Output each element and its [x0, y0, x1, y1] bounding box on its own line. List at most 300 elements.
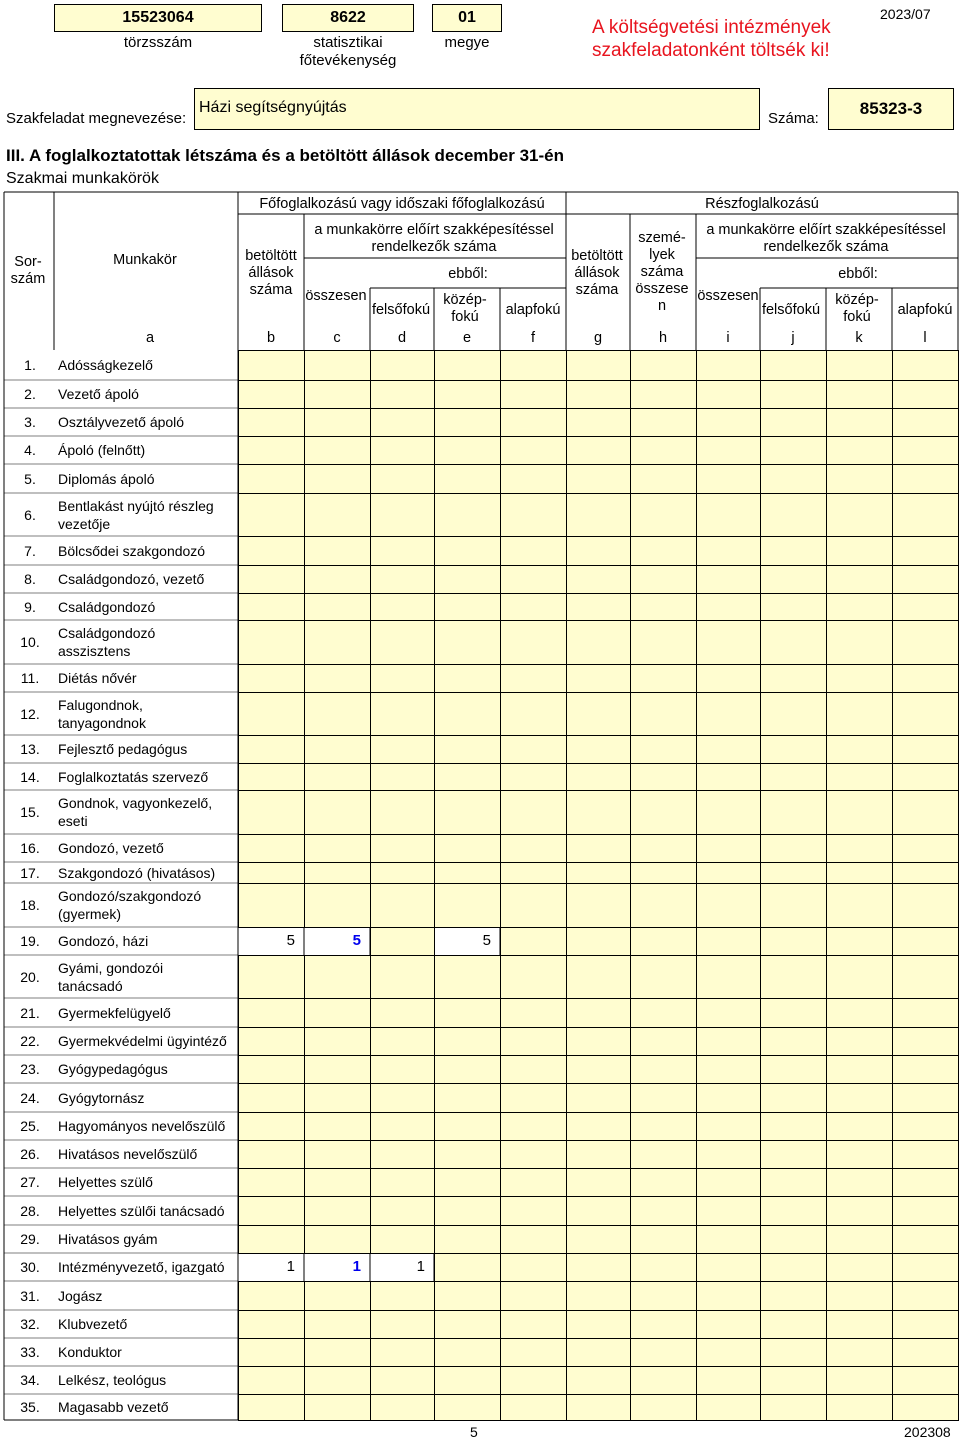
cell-f[interactable]: [500, 1112, 567, 1141]
cell-d[interactable]: [370, 790, 435, 835]
cell-k[interactable]: [826, 620, 893, 665]
cell-c[interactable]: [304, 1140, 371, 1169]
cell-l[interactable]: [892, 1394, 959, 1421]
cell-g[interactable]: [566, 1366, 631, 1395]
cell-f[interactable]: [500, 1394, 567, 1421]
cell-c[interactable]: [304, 735, 371, 764]
cell-k[interactable]: [826, 735, 893, 764]
cell-d[interactable]: [370, 493, 435, 537]
cell-i[interactable]: [696, 1394, 761, 1421]
cell-h[interactable]: [630, 1027, 697, 1056]
cell-g[interactable]: [566, 692, 631, 736]
cell-g[interactable]: [566, 1253, 631, 1282]
cell-i[interactable]: [696, 735, 761, 764]
cell-c[interactable]: [304, 436, 371, 465]
cell-g[interactable]: [566, 1027, 631, 1056]
cell-g[interactable]: [566, 927, 631, 956]
cell-c[interactable]: [304, 408, 371, 437]
cell-d[interactable]: [370, 735, 435, 764]
cell-e[interactable]: [434, 1140, 501, 1169]
cell-d[interactable]: [370, 763, 435, 791]
cell-e[interactable]: [434, 1196, 501, 1226]
cell-g[interactable]: [566, 1310, 631, 1339]
cell-e[interactable]: [434, 1112, 501, 1141]
cell-c[interactable]: [304, 1310, 371, 1339]
cell-c[interactable]: [304, 565, 371, 594]
cell-b[interactable]: [238, 735, 305, 764]
cell-d[interactable]: [370, 664, 435, 693]
cell-d[interactable]: [370, 927, 435, 956]
cell-f[interactable]: [500, 1366, 567, 1395]
cell-h[interactable]: [630, 692, 697, 736]
cell-c[interactable]: [304, 1055, 371, 1084]
cell-f[interactable]: [500, 464, 567, 494]
cell-f[interactable]: [500, 790, 567, 835]
cell-g[interactable]: [566, 1168, 631, 1197]
cell-j[interactable]: [760, 735, 827, 764]
cell-b[interactable]: [238, 493, 305, 537]
cell-h[interactable]: [630, 790, 697, 835]
cell-f[interactable]: [500, 862, 567, 884]
cell-h[interactable]: [630, 1281, 697, 1311]
cell-c[interactable]: [304, 1112, 371, 1141]
cell-g[interactable]: [566, 380, 631, 409]
cell-b[interactable]: [238, 998, 305, 1028]
cell-d[interactable]: [370, 998, 435, 1028]
cell-d[interactable]: [370, 1281, 435, 1311]
cell-j[interactable]: [760, 763, 827, 791]
cell-i[interactable]: [696, 1253, 761, 1282]
cell-h[interactable]: [630, 493, 697, 537]
cell-i[interactable]: [696, 1196, 761, 1226]
cell-j[interactable]: [760, 1196, 827, 1226]
cell-g[interactable]: [566, 1394, 631, 1421]
cell-i[interactable]: [696, 1310, 761, 1339]
cell-b[interactable]: [238, 1225, 305, 1254]
cell-h[interactable]: [630, 350, 697, 381]
cell-i[interactable]: [696, 1055, 761, 1084]
cell-l[interactable]: [892, 350, 959, 381]
cell-d[interactable]: [370, 1027, 435, 1056]
cell-f[interactable]: [500, 883, 567, 928]
cell-c[interactable]: [304, 790, 371, 835]
cell-j[interactable]: [760, 1394, 827, 1421]
cell-d[interactable]: [370, 883, 435, 928]
cell-b[interactable]: [238, 565, 305, 594]
cell-e[interactable]: [434, 1083, 501, 1113]
cell-l[interactable]: [892, 620, 959, 665]
cell-f[interactable]: [500, 763, 567, 791]
cell-k[interactable]: [826, 464, 893, 494]
cell-h[interactable]: [630, 927, 697, 956]
cell-l[interactable]: [892, 408, 959, 437]
cell-g[interactable]: [566, 408, 631, 437]
cell-b[interactable]: [238, 790, 305, 835]
cell-i[interactable]: [696, 380, 761, 409]
cell-e[interactable]: [434, 692, 501, 736]
cell-f[interactable]: [500, 436, 567, 465]
cell-b[interactable]: [238, 763, 305, 791]
cell-b[interactable]: [238, 1112, 305, 1141]
cell-l[interactable]: [892, 593, 959, 621]
cell-d[interactable]: [370, 1168, 435, 1197]
cell-c[interactable]: [304, 1281, 371, 1311]
cell-f[interactable]: [500, 834, 567, 863]
cell-k[interactable]: [826, 593, 893, 621]
cell-l[interactable]: [892, 1253, 959, 1282]
cell-j[interactable]: [760, 408, 827, 437]
cell-g[interactable]: [566, 735, 631, 764]
cell-b[interactable]: [238, 1140, 305, 1169]
cell-k[interactable]: [826, 1055, 893, 1084]
cell-j[interactable]: [760, 790, 827, 835]
cell-d[interactable]: [370, 1253, 435, 1282]
cell-b[interactable]: [238, 1310, 305, 1339]
cell-f[interactable]: [500, 664, 567, 693]
cell-g[interactable]: [566, 1281, 631, 1311]
cell-l[interactable]: [892, 1055, 959, 1084]
cell-i[interactable]: [696, 1225, 761, 1254]
cell-g[interactable]: [566, 862, 631, 884]
cell-h[interactable]: [630, 1168, 697, 1197]
cell-j[interactable]: [760, 998, 827, 1028]
cell-l[interactable]: [892, 1310, 959, 1339]
cell-j[interactable]: [760, 493, 827, 537]
cell-i[interactable]: [696, 1140, 761, 1169]
cell-b[interactable]: [238, 664, 305, 693]
cell-d[interactable]: [370, 565, 435, 594]
cell-e[interactable]: [434, 1281, 501, 1311]
cell-k[interactable]: [826, 883, 893, 928]
cell-j[interactable]: [760, 862, 827, 884]
cell-d[interactable]: [370, 1112, 435, 1141]
cell-d[interactable]: [370, 1225, 435, 1254]
cell-k[interactable]: [826, 565, 893, 594]
cell-e[interactable]: [434, 790, 501, 835]
cell-i[interactable]: [696, 536, 761, 566]
cell-b[interactable]: [238, 692, 305, 736]
cell-h[interactable]: [630, 834, 697, 863]
cell-f[interactable]: [500, 735, 567, 764]
cell-g[interactable]: [566, 998, 631, 1028]
cell-f[interactable]: [500, 1055, 567, 1084]
cell-h[interactable]: [630, 593, 697, 621]
cell-f[interactable]: [500, 593, 567, 621]
cell-l[interactable]: [892, 883, 959, 928]
cell-i[interactable]: [696, 565, 761, 594]
cell-b[interactable]: [238, 1168, 305, 1197]
cell-i[interactable]: [696, 834, 761, 863]
cell-i[interactable]: [696, 1027, 761, 1056]
cell-h[interactable]: [630, 1338, 697, 1367]
cell-h[interactable]: [630, 1196, 697, 1226]
cell-f[interactable]: [500, 1027, 567, 1056]
cell-k[interactable]: [826, 350, 893, 381]
cell-b[interactable]: [238, 1196, 305, 1226]
cell-d[interactable]: [370, 536, 435, 566]
cell-l[interactable]: [892, 1168, 959, 1197]
cell-h[interactable]: [630, 763, 697, 791]
cell-c[interactable]: [304, 955, 371, 999]
cell-l[interactable]: [892, 536, 959, 566]
cell-l[interactable]: [892, 1225, 959, 1254]
cell-d[interactable]: [370, 1055, 435, 1084]
cell-c[interactable]: [304, 1083, 371, 1113]
cell-g[interactable]: [566, 620, 631, 665]
cell-c[interactable]: [304, 1196, 371, 1226]
cell-c[interactable]: [304, 1253, 371, 1282]
cell-e[interactable]: [434, 664, 501, 693]
cell-j[interactable]: [760, 834, 827, 863]
cell-f[interactable]: [500, 692, 567, 736]
cell-e[interactable]: [434, 593, 501, 621]
cell-g[interactable]: [566, 1112, 631, 1141]
cell-k[interactable]: [826, 493, 893, 537]
cell-b[interactable]: [238, 1366, 305, 1395]
cell-i[interactable]: [696, 664, 761, 693]
cell-l[interactable]: [892, 998, 959, 1028]
cell-e[interactable]: [434, 1225, 501, 1254]
cell-j[interactable]: [760, 593, 827, 621]
cell-i[interactable]: [696, 464, 761, 494]
cell-g[interactable]: [566, 593, 631, 621]
cell-k[interactable]: [826, 380, 893, 409]
cell-i[interactable]: [696, 998, 761, 1028]
cell-k[interactable]: [826, 790, 893, 835]
cell-h[interactable]: [630, 565, 697, 594]
cell-d[interactable]: [370, 834, 435, 863]
cell-j[interactable]: [760, 436, 827, 465]
cell-f[interactable]: [500, 1281, 567, 1311]
cell-h[interactable]: [630, 1055, 697, 1084]
cell-k[interactable]: [826, 1083, 893, 1113]
cell-c[interactable]: [304, 350, 371, 381]
cell-e[interactable]: [434, 763, 501, 791]
cell-l[interactable]: [892, 1281, 959, 1311]
cell-c[interactable]: [304, 1225, 371, 1254]
cell-g[interactable]: [566, 790, 631, 835]
cell-k[interactable]: [826, 955, 893, 999]
cell-b[interactable]: [238, 1253, 305, 1282]
cell-c[interactable]: [304, 834, 371, 863]
cell-c[interactable]: [304, 883, 371, 928]
cell-h[interactable]: [630, 1225, 697, 1254]
cell-f[interactable]: [500, 955, 567, 999]
cell-g[interactable]: [566, 1083, 631, 1113]
cell-k[interactable]: [826, 692, 893, 736]
cell-k[interactable]: [826, 1253, 893, 1282]
cell-c[interactable]: [304, 536, 371, 566]
cell-d[interactable]: [370, 380, 435, 409]
cell-b[interactable]: [238, 1281, 305, 1311]
cell-d[interactable]: [370, 1140, 435, 1169]
cell-k[interactable]: [826, 1196, 893, 1226]
cell-h[interactable]: [630, 1253, 697, 1282]
cell-g[interactable]: [566, 883, 631, 928]
cell-j[interactable]: [760, 883, 827, 928]
cell-k[interactable]: [826, 1140, 893, 1169]
cell-b[interactable]: [238, 380, 305, 409]
cell-e[interactable]: [434, 536, 501, 566]
cell-b[interactable]: [238, 620, 305, 665]
cell-l[interactable]: [892, 735, 959, 764]
cell-b[interactable]: [238, 1083, 305, 1113]
cell-b[interactable]: [238, 593, 305, 621]
cell-k[interactable]: [826, 1281, 893, 1311]
cell-d[interactable]: [370, 1310, 435, 1339]
cell-c[interactable]: [304, 493, 371, 537]
cell-g[interactable]: [566, 464, 631, 494]
cell-l[interactable]: [892, 1366, 959, 1395]
cell-h[interactable]: [630, 408, 697, 437]
cell-e[interactable]: [434, 862, 501, 884]
cell-k[interactable]: [826, 408, 893, 437]
cell-h[interactable]: [630, 735, 697, 764]
cell-j[interactable]: [760, 350, 827, 381]
cell-c[interactable]: [304, 1168, 371, 1197]
cell-f[interactable]: [500, 620, 567, 665]
cell-j[interactable]: [760, 536, 827, 566]
cell-i[interactable]: [696, 593, 761, 621]
cell-i[interactable]: [696, 883, 761, 928]
cell-l[interactable]: [892, 790, 959, 835]
cell-k[interactable]: [826, 862, 893, 884]
cell-f[interactable]: [500, 1196, 567, 1226]
cell-h[interactable]: [630, 1366, 697, 1395]
cell-d[interactable]: [370, 436, 435, 465]
cell-d[interactable]: [370, 862, 435, 884]
cell-k[interactable]: [826, 998, 893, 1028]
cell-b[interactable]: [238, 536, 305, 566]
cell-h[interactable]: [630, 1083, 697, 1113]
cell-h[interactable]: [630, 955, 697, 999]
cell-j[interactable]: [760, 1281, 827, 1311]
cell-l[interactable]: [892, 380, 959, 409]
cell-f[interactable]: [500, 350, 567, 381]
cell-b[interactable]: [238, 1338, 305, 1367]
cell-c[interactable]: [304, 998, 371, 1028]
cell-j[interactable]: [760, 1112, 827, 1141]
cell-j[interactable]: [760, 1140, 827, 1169]
cell-h[interactable]: [630, 436, 697, 465]
cell-b[interactable]: [238, 408, 305, 437]
cell-i[interactable]: [696, 1083, 761, 1113]
cell-g[interactable]: [566, 1225, 631, 1254]
cell-i[interactable]: [696, 927, 761, 956]
cell-l[interactable]: [892, 464, 959, 494]
cell-b[interactable]: [238, 955, 305, 999]
cell-b[interactable]: [238, 927, 305, 956]
cell-k[interactable]: [826, 834, 893, 863]
cell-f[interactable]: [500, 536, 567, 566]
cell-c[interactable]: [304, 1366, 371, 1395]
cell-j[interactable]: [760, 1083, 827, 1113]
cell-i[interactable]: [696, 763, 761, 791]
cell-l[interactable]: [892, 664, 959, 693]
cell-j[interactable]: [760, 1310, 827, 1339]
cell-e[interactable]: [434, 350, 501, 381]
cell-i[interactable]: [696, 408, 761, 437]
cell-e[interactable]: [434, 927, 501, 956]
cell-e[interactable]: [434, 620, 501, 665]
cell-h[interactable]: [630, 1394, 697, 1421]
cell-h[interactable]: [630, 1112, 697, 1141]
cell-j[interactable]: [760, 927, 827, 956]
cell-g[interactable]: [566, 955, 631, 999]
cell-i[interactable]: [696, 862, 761, 884]
cell-e[interactable]: [434, 1027, 501, 1056]
cell-l[interactable]: [892, 1112, 959, 1141]
cell-f[interactable]: [500, 1083, 567, 1113]
cell-l[interactable]: [892, 834, 959, 863]
cell-h[interactable]: [630, 1310, 697, 1339]
cell-g[interactable]: [566, 1140, 631, 1169]
cell-i[interactable]: [696, 1281, 761, 1311]
cell-b[interactable]: [238, 464, 305, 494]
cell-g[interactable]: [566, 834, 631, 863]
cell-i[interactable]: [696, 955, 761, 999]
cell-e[interactable]: [434, 1366, 501, 1395]
cell-b[interactable]: [238, 862, 305, 884]
cell-b[interactable]: [238, 1394, 305, 1421]
cell-h[interactable]: [630, 536, 697, 566]
cell-k[interactable]: [826, 927, 893, 956]
cell-i[interactable]: [696, 350, 761, 381]
cell-i[interactable]: [696, 620, 761, 665]
cell-d[interactable]: [370, 1083, 435, 1113]
cell-h[interactable]: [630, 883, 697, 928]
cell-f[interactable]: [500, 380, 567, 409]
cell-f[interactable]: [500, 998, 567, 1028]
cell-l[interactable]: [892, 763, 959, 791]
cell-e[interactable]: [434, 998, 501, 1028]
cell-b[interactable]: [238, 1055, 305, 1084]
cell-d[interactable]: [370, 1196, 435, 1226]
cell-c[interactable]: [304, 664, 371, 693]
cell-l[interactable]: [892, 436, 959, 465]
cell-e[interactable]: [434, 1055, 501, 1084]
cell-e[interactable]: [434, 436, 501, 465]
cell-e[interactable]: [434, 380, 501, 409]
cell-f[interactable]: [500, 1253, 567, 1282]
cell-k[interactable]: [826, 1394, 893, 1421]
cell-d[interactable]: [370, 593, 435, 621]
cell-j[interactable]: [760, 565, 827, 594]
cell-i[interactable]: [696, 1366, 761, 1395]
cell-e[interactable]: [434, 834, 501, 863]
cell-d[interactable]: [370, 1394, 435, 1421]
cell-j[interactable]: [760, 1055, 827, 1084]
cell-h[interactable]: [630, 862, 697, 884]
cell-e[interactable]: [434, 1310, 501, 1339]
cell-e[interactable]: [434, 883, 501, 928]
cell-j[interactable]: [760, 1253, 827, 1282]
cell-i[interactable]: [696, 1168, 761, 1197]
cell-k[interactable]: [826, 1168, 893, 1197]
cell-f[interactable]: [500, 1140, 567, 1169]
cell-k[interactable]: [826, 536, 893, 566]
cell-i[interactable]: [696, 790, 761, 835]
cell-e[interactable]: [434, 493, 501, 537]
cell-l[interactable]: [892, 692, 959, 736]
cell-c[interactable]: [304, 464, 371, 494]
cell-e[interactable]: [434, 955, 501, 999]
cell-g[interactable]: [566, 1055, 631, 1084]
cell-c[interactable]: [304, 927, 371, 956]
cell-f[interactable]: [500, 408, 567, 437]
cell-c[interactable]: [304, 380, 371, 409]
cell-e[interactable]: [434, 464, 501, 494]
